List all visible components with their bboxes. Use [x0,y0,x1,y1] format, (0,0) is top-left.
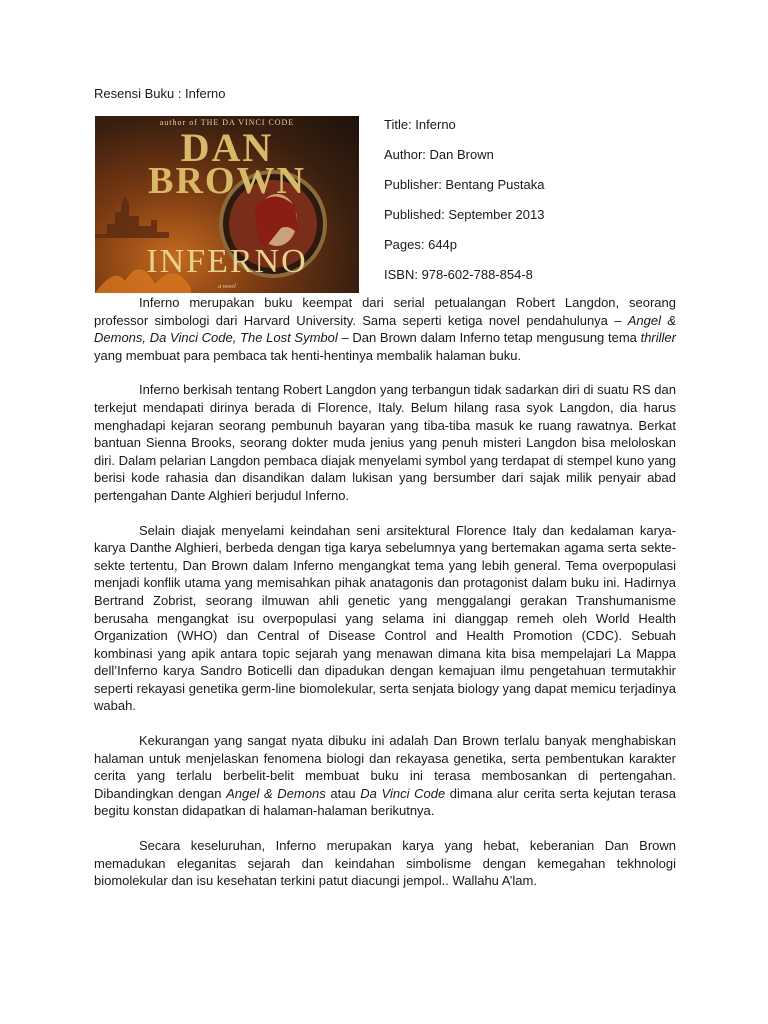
cover-author-first: DAN [180,125,274,170]
book-metadata-list [384,117,544,297]
review-body [94,294,676,907]
italic-run: Da Vinci Code [360,785,446,801]
book-cover-image [95,116,359,293]
meta-pages: Pages: 644p [384,237,458,252]
italic-run: Angel & Demons, Da Vinci Code, The Lost Symbol [94,312,676,346]
text-run: atau [325,785,361,801]
meta-title: Title: Inferno [384,117,456,132]
meta-isbn: ISBN: 978-602-788-854-8 [384,267,533,282]
cover-author-last: BROWN [148,160,306,202]
italic-run: thriller [640,330,676,346]
text-run: yang membuat para pembaca tak henti-hentinya membalik halaman buku. [94,347,522,363]
text-run: dimana alur cerita serta kejutan terasa begitu konstan didapatkan di halaman-halaman berikutnya. [94,785,676,819]
meta-published: Published: September 2013 [384,207,545,222]
meta-author: Author: Dan Brown [384,147,494,162]
document-title: Resensi Buku : Inferno [94,86,226,101]
cover-top-line: author of THE DA VINCI CODE [159,118,295,127]
text-run: Secara keseluruhan, Inferno merupakan karya yang hebat, keberanian Dan Brown memadukan eleganitas sejarah dan keindahan simbolisme dengan kemegahan tekhnologi biomolekular dan isu kesehatan terkini patut diacungi jempol.. Wallahu A’lam. [94,838,676,889]
meta-publisher: Publisher: Bentang Pustaka [384,177,545,192]
paragraph-5 [94,837,676,890]
text-run: – Dan Brown dalam Inferno tetap mengusung tema [337,330,641,346]
cover-subtitle: a novel [218,284,236,290]
cover-title: INFERNO [146,243,308,280]
paragraph-1 [94,294,676,364]
italic-run: Angel & Demons [226,785,326,801]
paragraph-3 [94,522,676,716]
text-run: Inferno merupakan buku keempat dari serial petualangan Robert Langdon, seorang professor simbologi dari Harvard University. Sama seperti ketiga novel pendahulunya – [94,295,676,328]
text-run: Inferno berkisah tentang Robert Langdon yang terbangun tidak sadarkan diri di suatu RS dan terkejut mendapati dirinya berada di Florence, Italy. Belum hilang rasa syok Langdon, dia harus menghadapi kejaran seorang pembunuh bayaran yang tiba-tiba masuk ke ruang rawatnya. Berkat bantuan Sienna Brooks, seorang dokter muda jenius yang penuh misteri Langdon bisa meloloskan diri. Dalam pelarian Langdon pembaca diajak menyelami symbol yang terdapat di stempel kuno yang berisi kode rahasia dan disandikan dalam lukisan yang bersumber dari sajak milik penyair abad pertengahan Dante Alghieri berjudul Inferno. [94,382,676,503]
paragraph-2 [94,381,676,504]
text-run: Kekurangan yang sangat nyata dibuku ini adalah Dan Brown terlalu banyak menghabiskan halaman untuk menjelaskan fenomena biologi dan rekayasa genetika, serta pembentukan karakter cerita yang terlalu berbelit-belit membuat buku ini terasa membosankan di pertengahan. Dibandingkan dengan [94,733,676,801]
paragraph-4 [94,732,676,820]
text-run: Selain diajak menyelami keindahan seni arsitektural Florence Italy dan kedalaman karya-karya Danthe Alghieri, berbeda dengan tiga karya sebelumnya yang bertemakan agama serta sekte-sekte tertentu, Dan Brown dalam Inferno mengangkat tema yang lebih general. Tema overpopulasi menjadi konflik utama yang memisahkan pihak anatagonis dan protagonist dalam buku ini. Hadirnya Bertrand Zobrist, seorang ilmuwan ahli genetic yang menggalangi gerakan Transhumanisme berusaha mengangkat isu overpopulasi yang selama ini dianggap remeh oleh World Health Organization (WHO) dan Central of Disease Control and Health Promotion (CDC). Sebuah kombinasi yang apik antara topic sejarah yang menawan dimana kita bisa mempelajari La Mappa dell’Inferno karya Sandro Boticelli dan dipadukan dengan kemajuan ilmu pengetahuan termutakhir seperti rekayasi genetika germ-line biomolekular, serta senjata biology yang dapat memicu terjadinya wabah. [94,522,676,714]
